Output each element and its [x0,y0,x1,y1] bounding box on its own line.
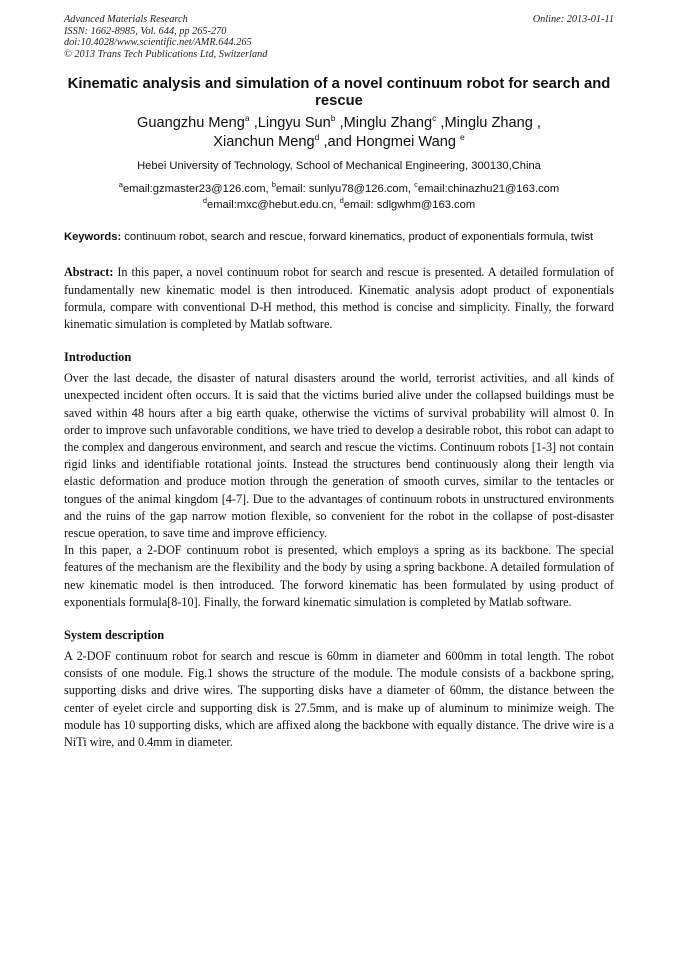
email-sup: d [202,196,207,206]
copyright-line: © 2013 Trans Tech Publications Ltd, Switzerland [64,48,268,60]
keywords-label: Keywords: [64,231,122,244]
email-line-2 [64,197,614,213]
email-list [64,181,614,213]
publication-header [64,14,614,60]
author-name: Lingyu Sun [257,115,331,132]
author-sep: , [436,115,445,132]
introduction-paragraph-2: In this paper, a 2-DOF continuum robot is presented, which employs a spring as its backbone. The special features of the mechanism are the flexibility and the body by using a spring backbone. A detailed formulation of new kinematic model is then introduced. The forword kinematic has been formulated by using product of exponentials formula[8-10]. Finally, the forward kinematic simulation is completed by Matlab software. [64,543,614,609]
email-b: email: sunlyu78@126.com, [275,183,415,196]
author-sup: d [314,132,320,143]
email-c: email:chinazhu21@163.com [417,183,560,196]
keywords [64,229,614,246]
email-sup: a [118,180,123,190]
author-sep: , [532,115,541,132]
abstract-label: Abstract: [64,265,114,280]
email-sup: b [271,180,276,190]
abstract [64,264,614,333]
author-name: Xianchun Meng [213,134,315,151]
email-a: email:gzmaster23@126.com, [122,183,272,196]
author-name: Guangzhu Meng [137,115,245,132]
doi-line: doi:10.4028/www.scientific.net/AMR.644.265 [64,37,252,49]
email-line-1 [64,181,614,197]
system-description-paragraph: A 2-DOF continuum robot for search and rescue is 60mm in diameter and 600mm in total length. The robot consists of one module. Fig.1 shows the structure of the module. The module consists of a backbone spring, supporting disks and drive wires. The supporting disks have a diameter of 60mm, the distance between the center of eyelet circle and supporting disk is 27.5mm, and is make up of aluminum to minimize weigh. The module has 10 supporting disks, which are affixed along the backbone with equally distance. The drive wire is a NiTi wire, and 0.4mm in diameter. [64,649,614,750]
introduction-heading: Introduction [64,350,132,365]
email-e: email: sdlgwhm@163.com [343,199,476,212]
author-sep: , [335,115,344,132]
author-sep: , [249,115,258,132]
author-name: and Hongmei Wang [327,134,456,151]
system-description-heading: System description [64,628,165,643]
author-sup: a [244,113,250,124]
paper-title: Kinematic analysis and simulation of a novel continuum robot for search and rescue [67,76,611,110]
author-sup: c [432,113,437,124]
author-sup: b [330,113,336,124]
author-name: Minglu Zhang [343,115,433,132]
email-sup: d [339,196,344,206]
introduction-paragraph-1: Over the last decade, the disaster of natural disasters around the world, terrorist activities, and all kinds of unexpected incident often occurs. It is said that the victims buried alive under the collapsed buildings must be saved within 48 hours after a big earth quake, otherwise the victims of survival probability will almost 0. In order to improve such unfavorable conditions, we have tried to develop a desirable robot, this robot can adapt to the complex and dangerous environment, and search and rescue the victims. Continuum robots [1-3] not contain rigid links and identifiable rotational joints. Instead the structures bend continuously along their length via elastic deformation and produce motion through the generation of smooth curves, similar to the tentacles or tongues of the animal kingdom [4-7]. Due to the advantages of continuum robots in unstructured environments and the ruins of the gap narrow motion flexible, so convenient for the robot in the collapse of post-disaster rescue operation, to save time and improve efficiency. [64,371,614,541]
journal-name: Advanced Materials Research [64,14,188,25]
online-date: Online: 2013-01-11 [532,14,614,25]
author-list [64,114,614,152]
issn-line: ISSN: 1662-8985, Vol. 644, pp 265-270 [64,25,227,37]
email-d: email:mxc@hebut.edu.cn, [207,199,340,212]
abstract-text: In this paper, a novel continuum robot for search and rescue is presented. A detailed formulation of fundamentally new kinematic model is then introduced. Kinematic analysis adopt product of exponentials formula, compare with conventional D-H method, this method is concise and simplicity. Finally, the forward kinematic simulation is completed by Matlab software. [64,265,614,331]
affiliation: Hebei University of Technology, School of Mechanical Engineering, 300130,China [137,160,541,173]
email-sup: c [414,180,418,190]
author-name: Minglu Zhang [444,115,533,132]
author-sup: e [460,132,465,143]
keywords-text: continuum robot, search and rescue, forward kinematics, product of exponentials formula, twist [121,231,594,244]
author-sep: , [319,134,328,151]
